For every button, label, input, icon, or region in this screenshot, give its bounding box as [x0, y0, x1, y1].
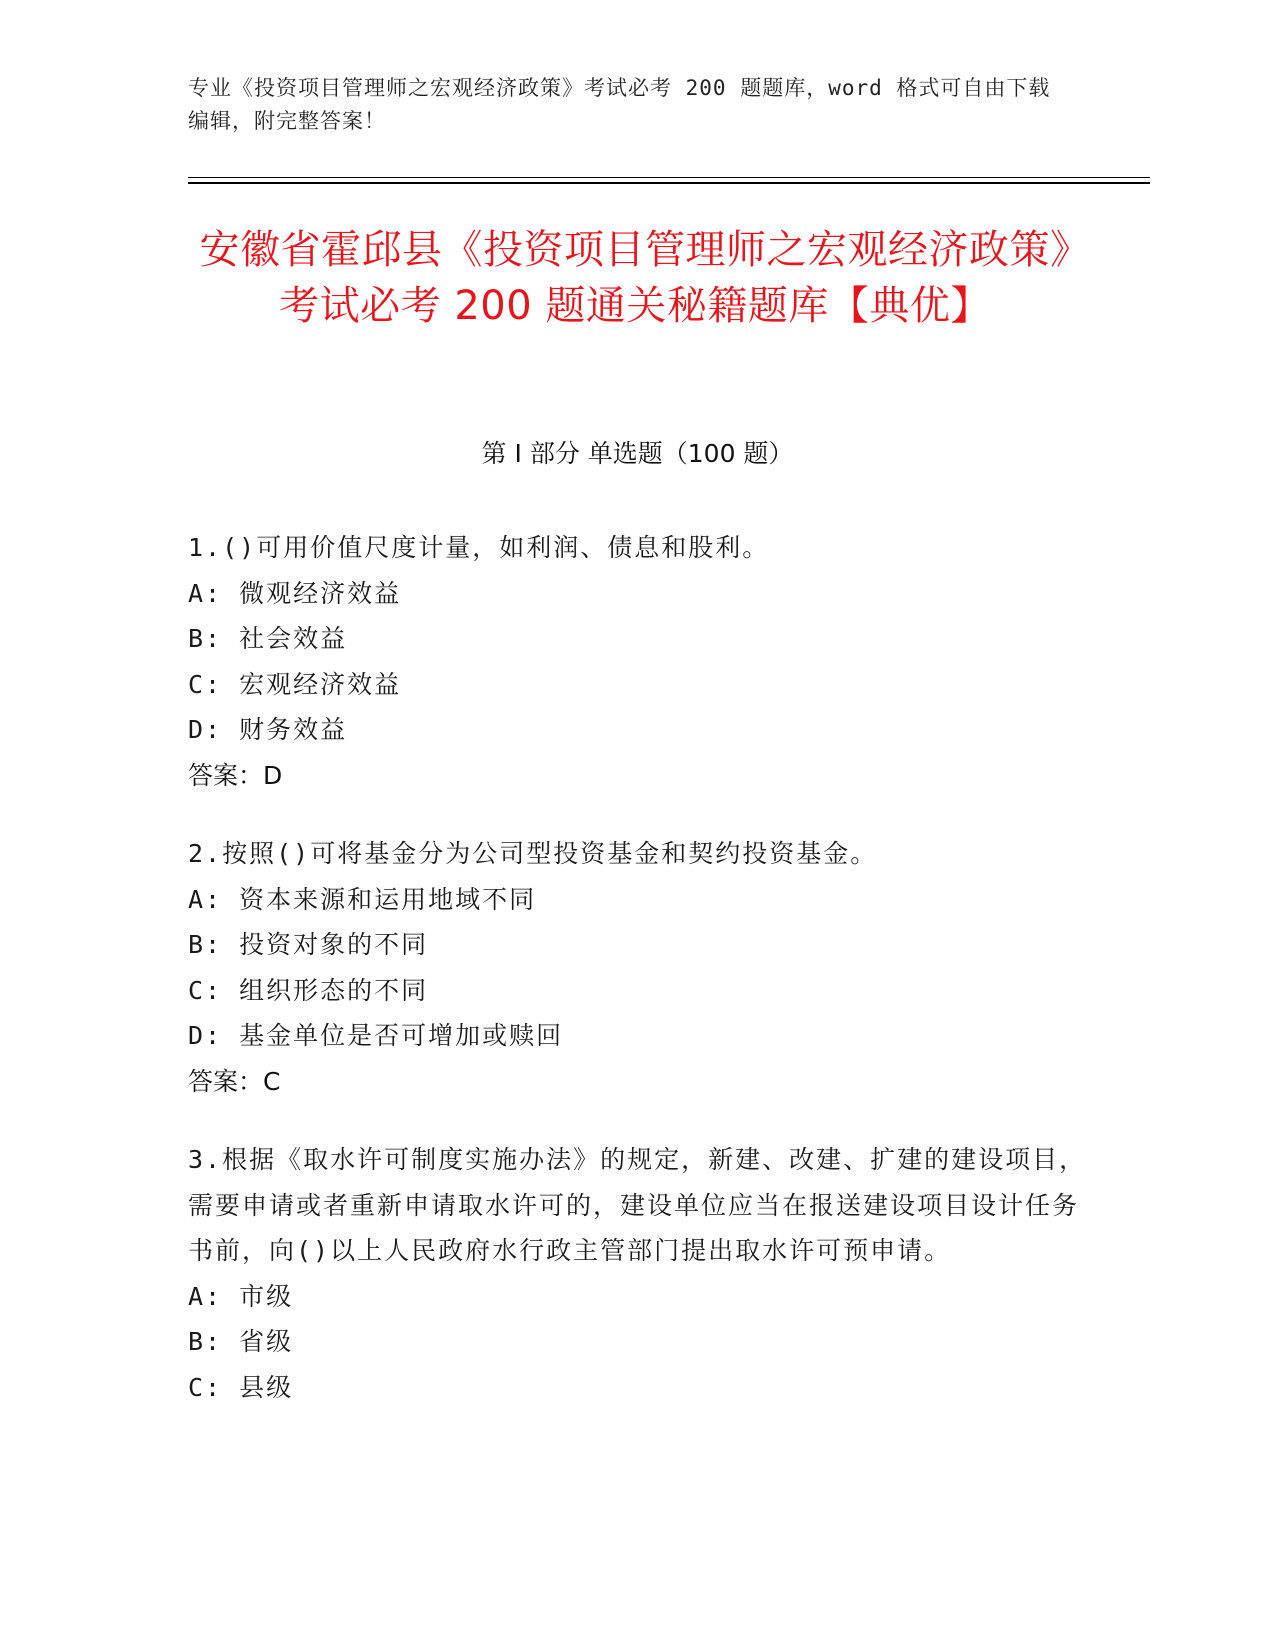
header-divider-thick	[188, 182, 1150, 184]
option-a: A: 微观经济效益	[188, 578, 402, 608]
answer: 答案：C	[188, 1066, 281, 1096]
option-a: A: 市级	[188, 1281, 294, 1311]
document-title: 安徽省霍邱县《投资项目管理师之宏观经济政策》考试必考 200 题通关秘籍题库【典优】	[199, 227, 1071, 329]
header-note: 专业《投资项目管理师之宏观经济政策》考试必考 200 题题库，word 格式可自由下载编辑，附完整答案！	[188, 76, 1051, 133]
question-stem: 2.按照()可将基金分为公司型投资基金和契约投资基金。	[188, 839, 878, 868]
option-a: A: 资本来源和运用地域不同	[188, 884, 537, 914]
option-b: B: 社会效益	[188, 624, 348, 653]
option-c: C: 县级	[188, 1372, 294, 1402]
question-list	[188, 525, 1088, 1443]
option-b: B: 投资对象的不同	[188, 930, 429, 959]
option-d: D: 财务效益	[188, 715, 348, 744]
question-3	[188, 1137, 1088, 1410]
option-d: D: 基金单位是否可增加或赎回	[188, 1021, 564, 1050]
section-title: 第 I 部分 单选题（100 题）	[481, 439, 794, 468]
header-divider-thin	[188, 177, 1150, 178]
question-stem: 3.根据《取水许可制度实施办法》的规定，新建、改建、扩建的建设项目，需要申请或者重新申请取水许可的，建设单位应当在报送建设项目设计任务书前，向()以上人民政府水行政主管部门提出取水许可预申请。	[188, 1145, 1087, 1265]
question-1	[188, 525, 1088, 798]
question-2	[188, 831, 1088, 1104]
answer: 答案：D	[188, 760, 283, 790]
question-stem: 1.()可用价值尺度计量，如利润、债息和股利。	[188, 533, 770, 562]
option-c: C: 组织形态的不同	[188, 975, 429, 1005]
option-c: C: 宏观经济效益	[188, 669, 402, 699]
option-b: B: 省级	[188, 1327, 294, 1356]
